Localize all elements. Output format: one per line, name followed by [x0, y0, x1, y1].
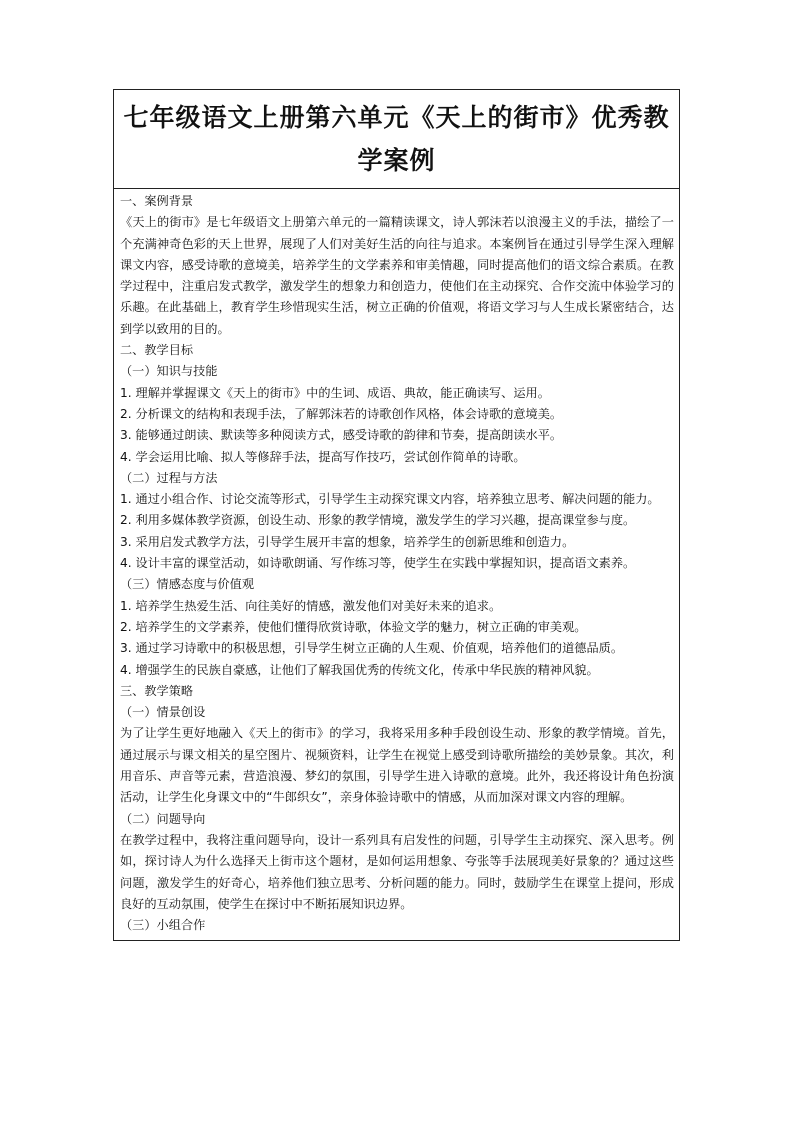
- list-item: 4. 设计丰富的课堂活动，如诗歌朗诵、写作练习等，使学生在实践中掌握知识，提高语文素养。: [120, 556, 636, 571]
- list-item: 2. 分析课文的结构和表现手法，了解郭沫若的诗歌创作风格，体会诗歌的意境美。: [120, 406, 563, 421]
- document-table: [113, 89, 680, 941]
- list-item: 1. 理解并掌握课文《天上的街市》中的生词、成语、典故，能正确读写、运用。: [120, 385, 550, 400]
- list-item: 3. 采用启发式教学方法，引导学生展开丰富的想象，培养学生的创新思维和创造力。: [120, 534, 575, 549]
- body-cell: [114, 189, 679, 940]
- background-paragraph: 《天上的街市》是七年级语文上册第六单元的一篇精读课文，诗人郭沫若以浪漫主义的手法，描绘了一个充满神奇色彩的天上世界，展现了人们对美好生活的向往与追求。本案例旨在通过引导学生深入理解课文内容，感受诗歌的意境美，培养学生的文学素养和审美情趣，同时提高他们的语文综合素质。在教学过程中，注重启发式教学，激发学生的想象力和创造力，使他们在主动探究、合作交流中体验学习的乐趣。在此基础上，教育学生珍惜现实生活，树立正确的价值观，将语文学习与人生成长紧密结合，达到学以致用的目的。: [120, 215, 674, 336]
- subsection-heading: （三）情感态度与价值观: [120, 577, 255, 592]
- section-heading: 一、案例背景: [120, 194, 194, 208]
- section-heading: 二、教学目标: [120, 343, 194, 358]
- subsection-heading: （二）问题导向: [120, 811, 206, 826]
- list-item: 3. 能够通过朗读、默读等多种阅读方式，感受诗歌的韵律和节奏，提高朗读水平。: [120, 428, 563, 443]
- section-heading: 三、教学策略: [120, 683, 194, 698]
- subsection-heading: （一）知识与技能: [120, 364, 218, 379]
- strategy-paragraph: 在教学过程中，我将注重问题导向，设计一系列具有启发性的问题，引导学生主动探究、深入思考。例如，探讨诗人为什么选择天上街市这个题材，是如何运用想象、夸张等手法展现美好景象的？通过这些问题，激发学生的好奇心，培养他们独立思考、分析问题的能力。同时，鼓励学生在课堂上提问，形成良好的互动氛围，使学生在探讨中不断拓展知识边界。: [120, 832, 674, 911]
- list-item: 2. 利用多媒体教学资源，创设生动、形象的教学情境，激发学生的学习兴趣，提高课堂参与度。: [120, 513, 636, 528]
- list-item: 2. 培养学生的文学素养，使他们懂得欣赏诗歌，体验文学的魅力，树立正确的审美观。: [120, 619, 587, 634]
- list-item: 1. 培养学生热爱生活、向往美好的情感，激发他们对美好未来的追求。: [120, 598, 502, 613]
- list-item: 4. 学会运用比喻、拟人等修辞手法，提高写作技巧，尝试创作简单的诗歌。: [120, 449, 526, 464]
- document-title: 七年级语文上册第六单元《天上的街市》优秀教学案例: [123, 103, 670, 175]
- list-item: 4. 增强学生的民族自豪感，让他们了解我国优秀的传统文化，传承中华民族的精神风貌。: [120, 662, 599, 677]
- subsection-heading: （一）情景创设: [120, 705, 206, 720]
- strategy-paragraph: 为了让学生更好地融入《天上的街市》的学习，我将采用多种手段创设生动、形象的教学情境。首先，通过展示与课文相关的星空图片、视频资料，让学生在视觉上感受到诗歌所描绘的美妙景象。其次，利用音乐、声音等元素，营造浪漫、梦幻的氛围，引导学生进入诗歌的意境。此外，我还将设计角色扮演活动，让学生化身课文中的“牛郎织女”，亲身体验诗歌中的情感，从而加深对课文内容的理解。: [120, 726, 674, 805]
- subsection-heading: （三）小组合作: [120, 918, 206, 933]
- list-item: 1. 通过小组合作、讨论交流等形式，引导学生主动探究课文内容，培养独立思考、解决问题的能力。: [120, 492, 660, 507]
- title-cell: [114, 90, 679, 189]
- subsection-heading: （二）过程与方法: [120, 470, 218, 485]
- list-item: 3. 通过学习诗歌中的积极思想，引导学生树立正确的人生观、价值观，培养他们的道德品质。: [120, 641, 624, 656]
